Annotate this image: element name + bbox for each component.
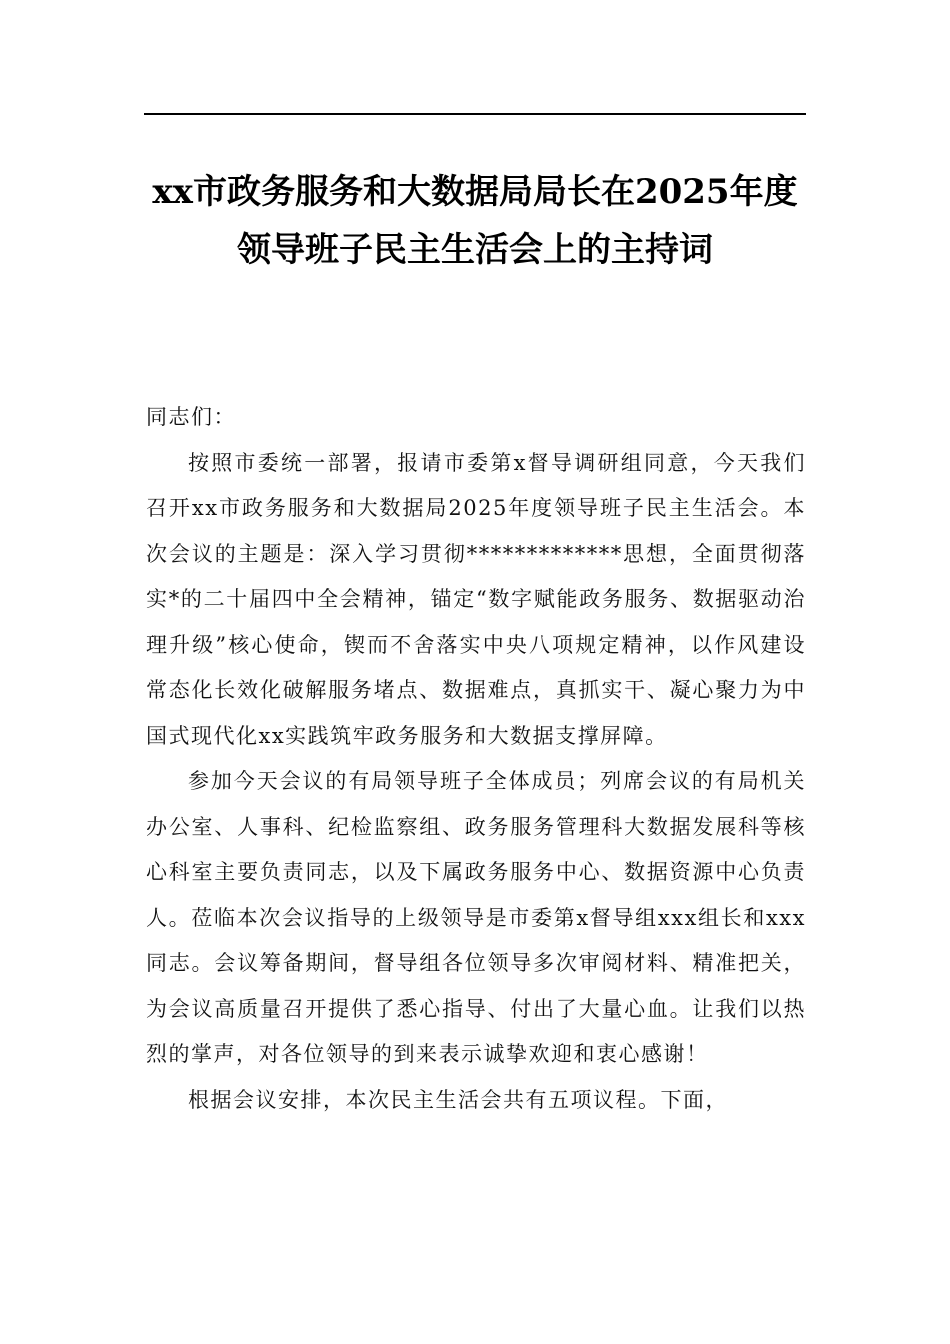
paragraph-3: 根据会议安排，本次民主生活会共有五项议程。下面， [188,1087,728,1112]
title-line-2: 领导班子民主生活会上的主持词 [237,230,713,270]
salutation: 同志们： [146,405,236,429]
title-line-1: xx市政务服务和大数据局局长在2025年度 [152,172,798,212]
document-body [146,395,806,1123]
paragraph-2: 参加今天会议的有局领导班子全体成员；列席会议的有局机关办公室、人事科、纪检监察组、政务服务管理科大数据发展科等核心科室主要负责同志，以及下属政务服务中心、数据资源中心负责人。莅临本次会议指导的上级领导是市委第x督导组xxx组长和xxx同志。会议筹备期间，督导组各位领导多次审阅材料、精准把关，为会议高质量召开提供了悉心指导、付出了大量心血。让我们以热烈的掌声，对各位领导的到来表示诚挚欢迎和衷心感谢！ [146,769,806,1066]
paragraph-1: 按照市委统一部署，报请市委第x督导调研组同意，今天我们召开xx市政务服务和大数据局2025年度领导班子民主生活会。本次会议的主题是：深入学习贯彻*************思想，全面贯彻落实*的二十届四中全会精神，锚定“数字赋能政务服务、数据驱动治理升级”核心使命，锲而不舍落实中央八项规定精神，以作风建设常态化长效化破解服务堵点、数据难点，真抓实干、凝心聚力为中国式现代化xx实践筑牢政务服务和大数据支撑屏障。 [146,450,806,748]
header-rule [144,113,806,115]
document-title [120,163,830,279]
